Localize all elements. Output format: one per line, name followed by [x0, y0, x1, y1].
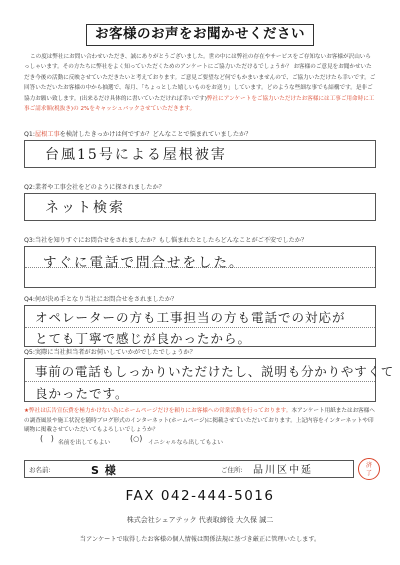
question-3-label [24, 236, 376, 245]
question-2-label [24, 183, 376, 192]
consent-selected-mark: ○ [133, 435, 140, 443]
answer-box-2 [24, 193, 376, 221]
consent-option-2-label: イニシャルなら出してもよい [148, 440, 224, 446]
question-5-number: Q5 [24, 349, 33, 356]
answer-3-line-1: すぐに電話で問合せをした。 [43, 255, 245, 271]
question-1-prefix: : [32, 131, 35, 138]
name-address-row [24, 460, 354, 478]
answer-4-line-2: とても丁寧で感じが良かったから。 [35, 331, 252, 346]
answer-box-3 [24, 246, 376, 288]
note-star: ★ [24, 408, 30, 414]
question-1-text: を検討したきっかけは何ですか？どんなことで悩まれていましたか？ [59, 131, 252, 138]
answer-box-1 [24, 140, 376, 168]
fax-number: FAX 042-444-5016 [125, 488, 275, 504]
question-1-highlight: 屋根工事 [34, 131, 60, 138]
privacy-footer: 当アンケートで取得したお客様の個人情報は関係法規に基づき厳正に管理いたします。 [79, 536, 321, 543]
company-name: 株式会社シェアテック 代表取締役 大久保 誠二 [126, 516, 274, 524]
answer-box-4 [24, 305, 376, 347]
question-3-number: Q3 [24, 237, 33, 244]
answer-box-5 [24, 358, 395, 402]
question-5-text: :実際に当社担当者がお伺いしていかがでしたでしょうか？ [32, 349, 196, 356]
consent-option-1-label: 名前を出してもよい [58, 440, 111, 446]
question-5-label [24, 348, 376, 357]
answer-5-rule [25, 381, 375, 382]
answer-4-rule [25, 327, 375, 328]
question-2-number: Q2 [24, 184, 33, 191]
question-1-label [24, 130, 376, 139]
name-label: お名前: [29, 466, 51, 474]
question-4-text: :何が決め手となり当社にお問合せをされましたか？ [32, 296, 178, 303]
question-4-number: Q4 [24, 296, 33, 303]
completed-stamp-icon: 済 了 [358, 458, 380, 480]
question-4-label [24, 295, 376, 304]
note-red-text: 弊社は広告宣伝費を極力かけない為にホームページだけを頼りにお客様への営業活動を行っております。 [29, 408, 292, 414]
name-value: S 様 [91, 464, 117, 477]
answer-4-line-1: オペレーターの方も工事担当の方も電話での対応が [35, 310, 346, 325]
answer-5-line-1: 事前の電話もしっかりいただけたし、説明も分かりやすくて [35, 364, 395, 379]
consent-option-2-checkbox[interactable]: (○) [130, 434, 143, 443]
answer-2-line-1: ネット検索 [45, 200, 125, 216]
question-3-text: :当社を知りすぐにお問合せをされましたか？もし悩まれたとしたらどんなことがご不安でしたか？ [32, 237, 308, 244]
intro-part1: この度は弊社にお問い合わせいただき、誠にありがとうございました。世の中には弊社の存在やサービスをご存知ないお客様が沢山いらっしゃいます。その方たちに弊社をよく知っていただくためのアンケートにご協力いただけるでしょうか？ お客様のご意見をお聞かせいただき今後の活動に反映させていただきたいと考えております。ご意見ご要望など何でもかまいませんので、ご協力いただけたら幸いです。ご回答いただいたお客様の中から抽選で、毎月、「ちょっとした嬉しいものをお送り」しています。どのような些細な事でも結構です。是非ご協力お願い致します。(出来るだけ具体的に書いていただければ幸いです) [24, 54, 376, 102]
address-value: 品川区中延 [253, 465, 313, 476]
question-1-number: Q1 [24, 131, 33, 138]
intro-text [24, 52, 376, 114]
intro-cashback: 弊社にアンケートをご協力いただけたお客様には工事ご用命時に工事ご請求額(税抜き)の 2%をキャッシュバックさせていただきます。 [24, 95, 375, 113]
answer-5-line-2: 良かったです。 [35, 386, 129, 401]
address-label: ご住所: [221, 466, 243, 474]
consent-option-1-checkbox[interactable]: ( ) [40, 434, 54, 443]
question-2-text: :業者や工事会社をどのように探されましたか？ [32, 184, 165, 191]
publication-note [24, 407, 376, 436]
note-text: 本アンケート用紙またはお客様への調査風景や施工状況を随時ブログ形式のインターネット(ホームページ)に掲載させていただいております。上記内容をインターネットや印刷物に掲載させていただいてもよろしいでしょうか？ [24, 408, 375, 434]
answer-1-line-1: 台風15号による屋根被害 [45, 147, 227, 163]
page-title: お客様のお声をお聞かせください [86, 24, 314, 46]
